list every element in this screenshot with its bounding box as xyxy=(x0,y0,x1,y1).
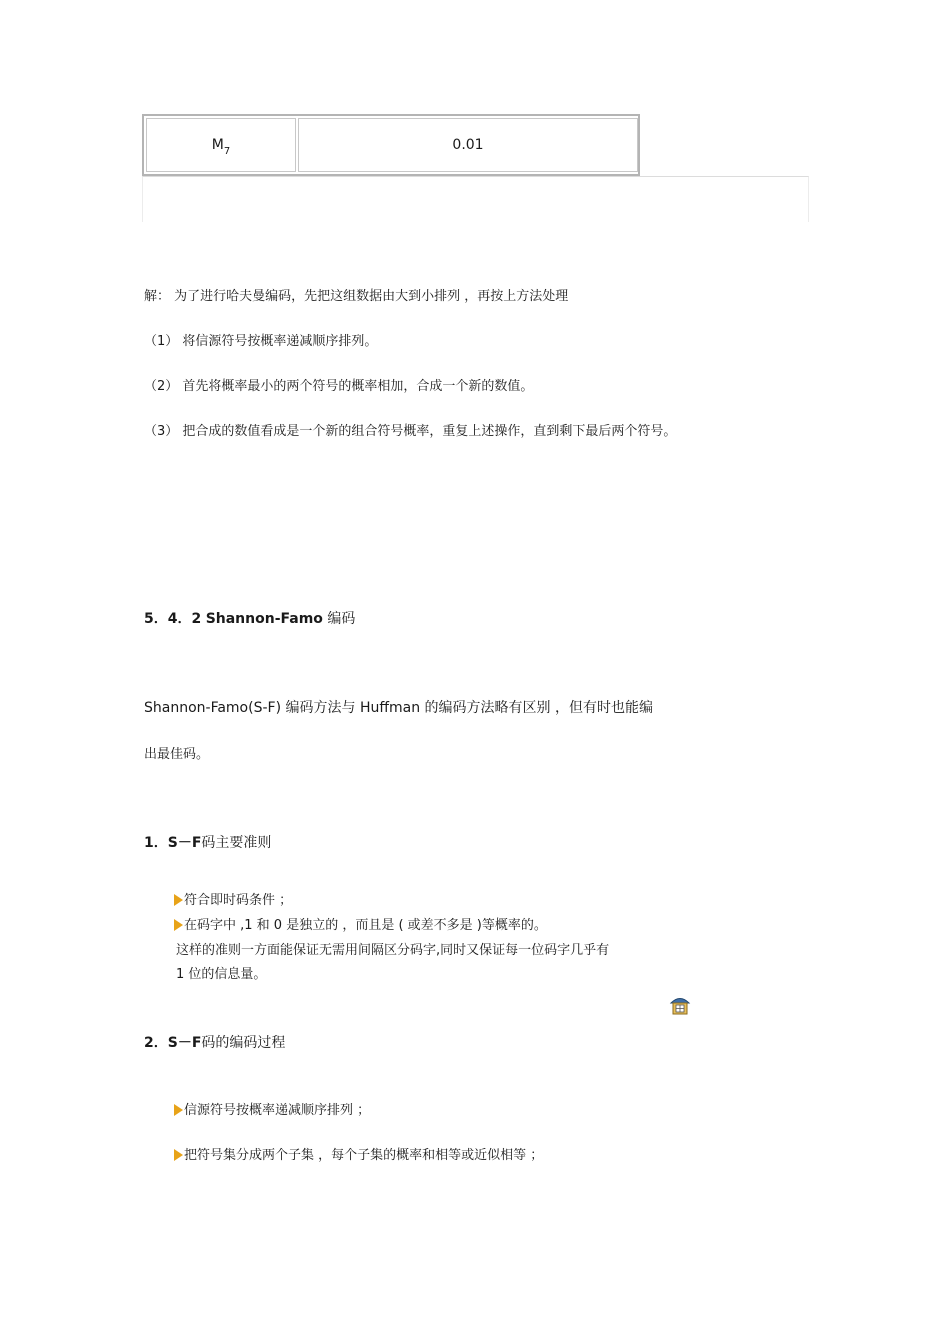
subsection-1-heading xyxy=(144,833,271,853)
home-icon[interactable] xyxy=(669,994,691,1016)
subsection-2-bullet-2 xyxy=(174,1147,543,1165)
subsection-1-note-line-1: 这样的准则一方面能保证无需用间隔区分码字,同时又保证每一位码字几乎有 xyxy=(176,943,610,958)
bullet-text: 信源符号按概率递减顺序排列 ； xyxy=(184,1103,371,1118)
solution-step-2: （2） 首先将概率最小的两个符号的概率相加，合成一个新的数值。 xyxy=(144,379,534,394)
table-extension-border xyxy=(142,176,809,222)
symbol-subscript: 7 xyxy=(223,146,231,157)
bullet-text: 在码字中 ,1 和 0 是独立的 ，而且是 ( 或差不多是 )等概率的。 xyxy=(184,918,547,933)
subsection-2-bullet-1 xyxy=(174,1102,370,1120)
solution-step-3: （3） 把合成的数值看成是一个新的组合符号概率，重复上述操作，直到剩下最后两个符号。 xyxy=(144,424,677,439)
section-paragraph-line-1: Shannon-Famo(S-F) 编码方法与 Huffman 的编码方法略有区别 ，但有时也能编 xyxy=(144,700,653,716)
symbol-name: M xyxy=(211,137,224,153)
subsection-1-bullet-2 xyxy=(174,917,547,935)
subsection-1-number: 1． xyxy=(144,835,168,851)
section-heading xyxy=(144,609,355,629)
subsection-1-code: S－F xyxy=(167,835,202,851)
section-name: Shannon-Famo xyxy=(205,611,323,627)
subsection-2-title: 码的编码过程 xyxy=(201,1035,286,1051)
subsection-1-note-line-2: 1 位的信息量。 xyxy=(176,967,267,982)
orange-triangle-bullet-icon xyxy=(174,894,183,906)
section-number: 5．4．2 xyxy=(144,611,202,627)
solution-step-1: （1） 将信源符号按概率递减顺序排列。 xyxy=(144,334,378,349)
subsection-2-code: S－F xyxy=(167,1035,202,1051)
bullet-text: 把符号集分成两个子集 ，每个子集的概率和相等或近似相等 ； xyxy=(184,1148,544,1163)
orange-triangle-bullet-icon xyxy=(174,1149,183,1161)
solution-intro: 解： 为了进行哈夫曼编码，先把这组数据由大到小排列 ，再按上方法处理 xyxy=(144,289,569,304)
orange-triangle-bullet-icon xyxy=(174,1104,183,1116)
subsection-1-bullet-1 xyxy=(174,892,292,910)
symbol-cell xyxy=(146,118,296,172)
bullet-text: 符合即时码条件 ； xyxy=(184,893,293,908)
probability-cell xyxy=(298,118,638,172)
subsection-2-heading xyxy=(144,1033,285,1053)
probability-table xyxy=(142,114,640,176)
orange-triangle-bullet-icon xyxy=(174,919,183,931)
probability-value: 0.01 xyxy=(452,137,484,153)
section-suffix: 编码 xyxy=(327,611,356,627)
subsection-2-number: 2． xyxy=(144,1035,168,1051)
section-paragraph-line-2: 出最佳码。 xyxy=(144,747,210,762)
subsection-1-title: 码主要准则 xyxy=(201,835,272,851)
